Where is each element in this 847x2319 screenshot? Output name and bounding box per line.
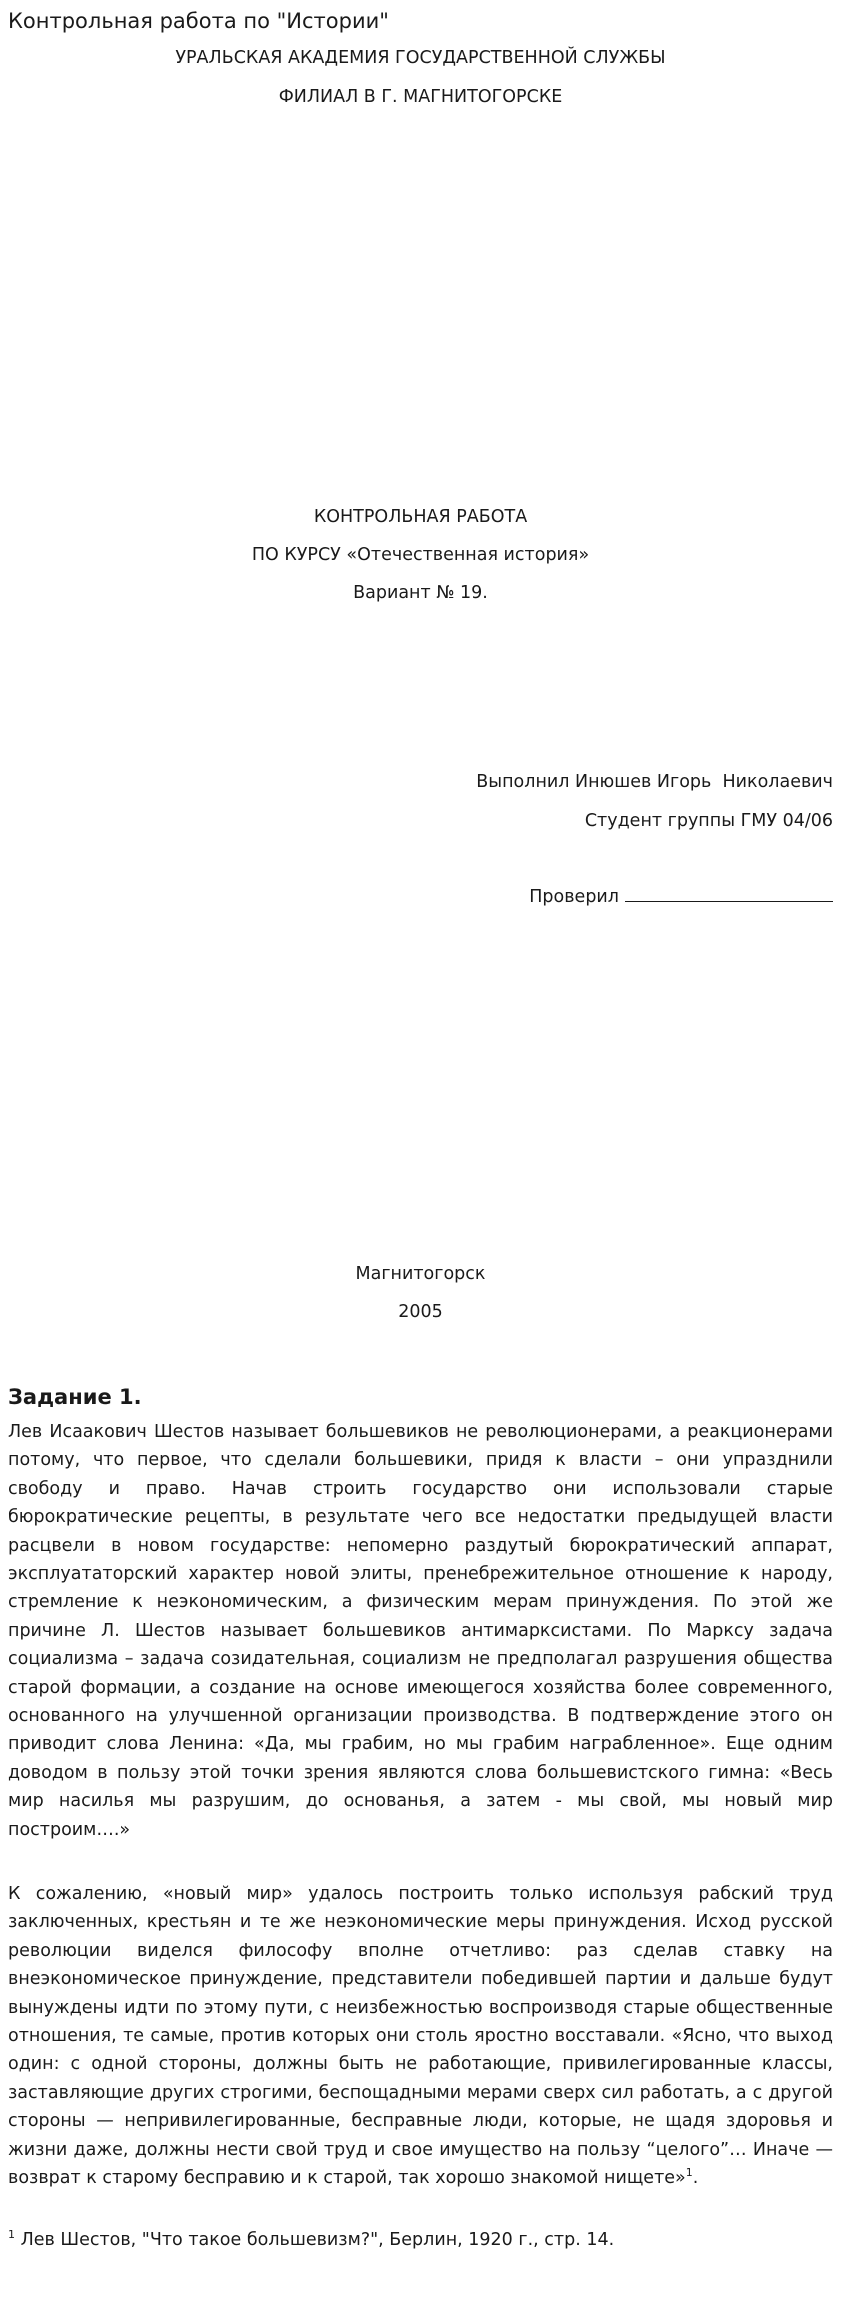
variant-number: Вариант № 19. [353, 583, 488, 603]
student-group: Студент группы ГМУ 04/06 [584, 811, 833, 831]
paragraph-2-end: . [692, 2168, 699, 2189]
footnote [8, 2227, 833, 2253]
footnote-mark: 1 [8, 2228, 15, 2242]
city: Магнитогорск [355, 1264, 486, 1284]
year: 2005 [398, 1302, 443, 1322]
course-name: ПО КУРСУ «Отечественная история» [251, 545, 590, 565]
footnote-text: Лев Шестов, "Что такое большевизм?", Берлин, 1920 г., стр. 14. [15, 2230, 615, 2250]
task-paragraph-2 [8, 1880, 833, 2192]
footnote-reference[interactable]: 1 [685, 2166, 693, 2180]
branch-name: ФИЛИАЛ В Г. МАГНИТОГОРСКЕ [278, 87, 563, 107]
checked-by-label: Проверил [529, 887, 619, 907]
checked-by-line [529, 884, 833, 909]
performed-by: Выполнил Инюшев Игорь Николаевич [476, 772, 833, 792]
work-type: КОНТРОЛЬНАЯ РАБОТА [313, 507, 528, 527]
academy-name: УРАЛЬСКАЯ АКАДЕМИЯ ГОСУДАРСТВЕННОЙ СЛУЖБЫ [175, 48, 666, 68]
signature-blank [625, 884, 833, 902]
paragraph-2-text: К сожалению, «новый мир» удалось построить только используя рабский труд заключенных, крестьян и те же неэкономические меры принуждения. Исход русской революции виделся философу вполне отчетливо: раз сделав ставку на внеэкономическое принуждение, представители победившей партии и дальше будут вынуждены идти по этому пути, с неизбежностью воспроизводя старые общественные отношения, те самые, против которых они столь яростно восставали. «Ясно, что выход один: с одной стороны, должны быть не работающие, привилегированные классы, заставляющие других строгими, беспощадными мерами сверх сил работать, а с другой стороны — непривилегированные, бесправные люди, которые, не щадя здоровья и жизни даже, должны нести свой труд и свое имущество на пользу “целого”… Иначе — возврат к старому бесправию и к старой, так хорошо знакомой нищете» [8, 1884, 833, 2189]
task-heading: Задание 1. [8, 1385, 142, 1409]
task-paragraph-1: Лев Исаакович Шестов называет большевиков не революционерами, а реакционерами потому, что первое, что сделали большевики, придя к власти – они упразднили свободу и право. Начав строить государство они использовали старые бюрократические рецепты, в результате чего все недостатки предыдущей власти расцвели в новом государстве: непомерно раздутый бюрократический аппарат, эксплуататорский характер новой элиты, пренебрежительное отношение к народу, стремление к неэкономическим, а физическим мерам принуждения. По этой же причине Л. Шестов называет большевиков антимарксистами. По Марксу задача социализма – задача созидательная, социализм не предполагал разрушения общества старой формации, а создание на основе имеющегося хозяйства более современного, основанного на улучшенной организации производства. В подтверждение этого он приводит слова Ленина: «Да, мы грабим, но мы грабим награбленное». Еще одним доводом в пользу этой точки зрения являются слова большевистского гимна: «Весь мир насилья мы разрушим, до основанья, а затем - мы свой, мы новый мир построим….» [8, 1422, 833, 1840]
document-title: Контрольная работа по "Истории" [8, 9, 389, 33]
